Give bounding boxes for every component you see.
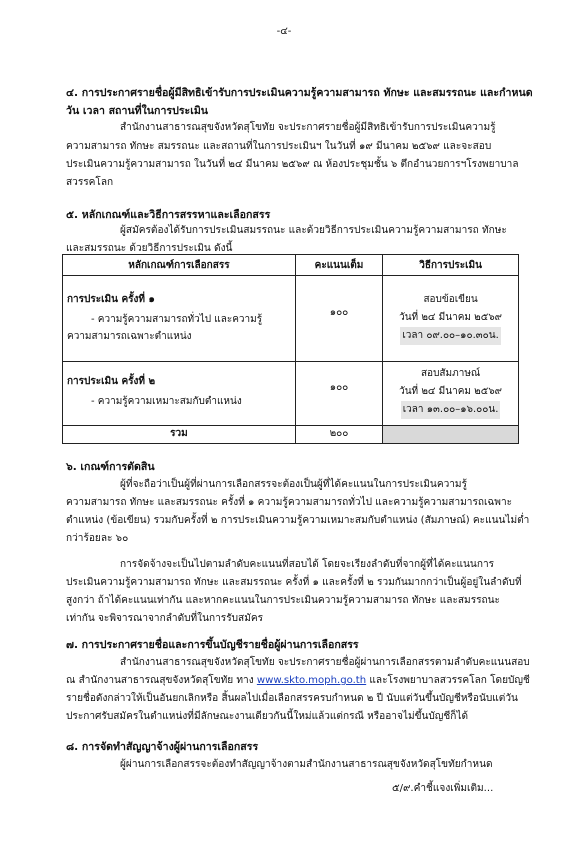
section-5-heading: ๕. หลักเกณฑ์และวิธีการสรรหาและเลือกสรร [66,209,271,221]
section-5-text-line: ผู้สมัครต้องได้รับการประเมินสมรรถนะ และด้วยวิธีการประเมินความรู้ความสามารถ ทักษะ [120,225,507,236]
total-score: ๒๐๐ [295,426,382,444]
section-8-heading: ๘. การจัดทำสัญญาจ้างผู้ผ่านการเลือกสรร [66,741,259,753]
criteria-table-header [63,255,519,276]
section-6-text-line: ความสามารถ ทักษะ และสมรรถนะ ครั้งที่ ๑ ความรู้ความสามารถทั่วไป และความรู้ความสามารถเฉพาะ [66,497,513,508]
section-8-text-line: ผู้ผ่านการเลือกสรรจะต้องทำสัญญาจ้างตามสำนักงานสาธารณสุขจังหวัดสุโขทัยกำหนด [120,759,493,770]
assessment-2-sub: - ความรู้ความเหมาะสมกับตำแหน่ง [91,396,242,407]
section-6-text-line: ประเมินความรู้ความสามารถ ทักษะ และสมรรถนะ ครั้งที่ ๑ และครั้งที่ ๒ รวมกันมากกว่าเป็นผู้อยู่ในลำดับที่ [66,577,522,588]
assessment-2-score: ๑๐๐ [295,362,382,426]
assessment-1-score: ๑๐๐ [295,276,382,362]
section-7-text-line: สำนักงานสาธารณสุขจังหวัดสุโขทัย จะประกาศรายชื่อผู้ผ่านการเลือกสรรตามลำดับคะแนนสอบ [120,657,530,668]
method-date: วันที่ ๒๔ มีนาคม ๒๕๖๙ [399,386,503,397]
table-row [63,362,519,426]
method-type: สอบข้อเขียน [423,294,478,305]
method-date: วันที่ ๒๔ มีนาคม ๒๕๖๙ [399,312,503,323]
section-4-text-line: สำนักงานสาธารณสุขจังหวัดสุโขทัย จะประกาศรายชื่อผู้มีสิทธิเข้ารับการประเมินความรู้ [120,122,496,133]
section-7-text-line: รายชื่อดังกล่าวให้เป็นอันยกเลิกหรือ สิ้นผลไปเมื่อเลือกสรรครบกำหนด ๒ ปี นับแต่วันขึ้นบัญชีหรือนับแต่วัน [66,693,518,704]
criteria-cell [63,276,296,362]
total-blank-cell [383,426,519,444]
continuation-note: ๕/๙.คำชี้แจงเพิ่มเติม... [392,783,494,794]
table-row [63,276,519,362]
section-7-text-part: ณ สำนักงานสาธารณสุขจังหวัดสุโขทัย ทาง [66,675,257,686]
page-number: -๔- [276,26,292,37]
assessment-2-title: การประเมิน ครั้งที่ ๒ [67,376,156,387]
section-4-text-line: ประเมินความรู้ความสามารถ ในวันที่ ๒๔ มีนาคม ๒๕๖๙ ณ ห้องประชุมชั้น ๖ ตึกอำนวยการฯโรงพยาบาล [66,159,519,170]
section-6-text-line: เท่ากัน จะพิจารณาจากลำดับที่ในการรับสมัคร [66,613,264,624]
section-7-heading: ๗. การประกาศรายชื่อและการขึ้นบัญชีรายชื่อผู้ผ่านการเลือกสรร [66,639,359,651]
section-4-heading-line2: วัน เวลา สถานที่ในการประเมิน [66,105,209,117]
section-6-text-line: ตำแหน่ง (ข้อเขียน) รวมกับครั้งที่ ๒ การประเมินความรู้ความเหมาะสมกับตำแหน่ง (สัมภาษณ์) คะแนนไม่ต่ำ [66,515,530,526]
section-6-heading: ๖. เกณฑ์การตัดสิน [66,461,155,473]
section-7-text-line: ประกาศรับสมัครในตำแหน่งที่มีลักษณะงานเดียวกันนี้ใหม่แล้วแต่กรณี หรืออาจไม่ขึ้นบัญชีก็ได้ [66,711,469,722]
section-7-text-part: และโรงพยาบาลสวรรคโลก โดยบัญชี [366,675,530,686]
section-6-text-line: ผู้ที่จะถือว่าเป็นผู้ที่ผ่านการเลือกสรรจะต้องเป็นผู้ที่ได้คะแนนในการประเมินความรู้ [120,479,467,490]
header-full-score: คะแนนเต็ม [295,255,382,276]
table-total-row [63,426,519,444]
total-label: รวม [63,426,296,444]
assessment-1-sub-cont: ความสามารถเฉพาะตำแหน่ง [67,331,192,342]
header-method: วิธีการประเมิน [383,255,519,276]
assessment-1-method [383,276,519,362]
section-6-text-line: การจัดจ้างจะเป็นไปตามลำดับคะแนนที่สอบได้ โดยจะเรียงลำดับที่จากผู้ที่ได้คะแนนการ [120,559,495,570]
method-type: สอบสัมภาษณ์ [420,368,481,379]
website-link[interactable]: www.skto.moph.go.th [256,675,367,686]
criteria-table [62,254,519,444]
assessment-1-title: การประเมิน ครั้งที่ ๑ [67,294,155,305]
section-5-text-line: และสมรรถนะ ด้วยวิธีการประเมิน ดังนี้ [66,243,233,254]
section-4-text-line: สวรรคโลก [66,177,114,188]
section-4-text-line: ความสามารถ ทักษะ สมรรถนะ และสถานที่ในการประเมินฯ ในวันที่ ๑๙ มีนาคม ๒๕๖๙ และจะสอบ [66,141,492,152]
method-time: เวลา ๐๙.๐๐–๑๐.๓๐น. [400,327,500,345]
section-7-text-line [66,674,530,688]
method-time: เวลา ๑๓.๐๐–๑๖.๐๐น. [401,401,501,419]
assessment-2-method [383,362,519,426]
header-criteria: หลักเกณฑ์การเลือกสรร [63,255,296,276]
section-4-heading-line1: ๔. การประกาศรายชื่อผู้มีสิทธิเข้ารับการประเมินความรู้ความสามารถ ทักษะ และสมรรถนะ และกำหนด [66,87,533,99]
assessment-1-sub: - ความรู้ความสามารถทั่วไป และความรู้ [91,314,263,325]
section-6-text-line: กว่าร้อยละ ๖๐ [66,533,129,544]
criteria-cell [63,362,296,426]
section-6-text-line: สูงกว่า ถ้าได้คะแนนเท่ากัน และหากคะแนนในการประเมินความรู้ความสามารถ ทักษะ และสมรรถนะ [66,595,500,606]
